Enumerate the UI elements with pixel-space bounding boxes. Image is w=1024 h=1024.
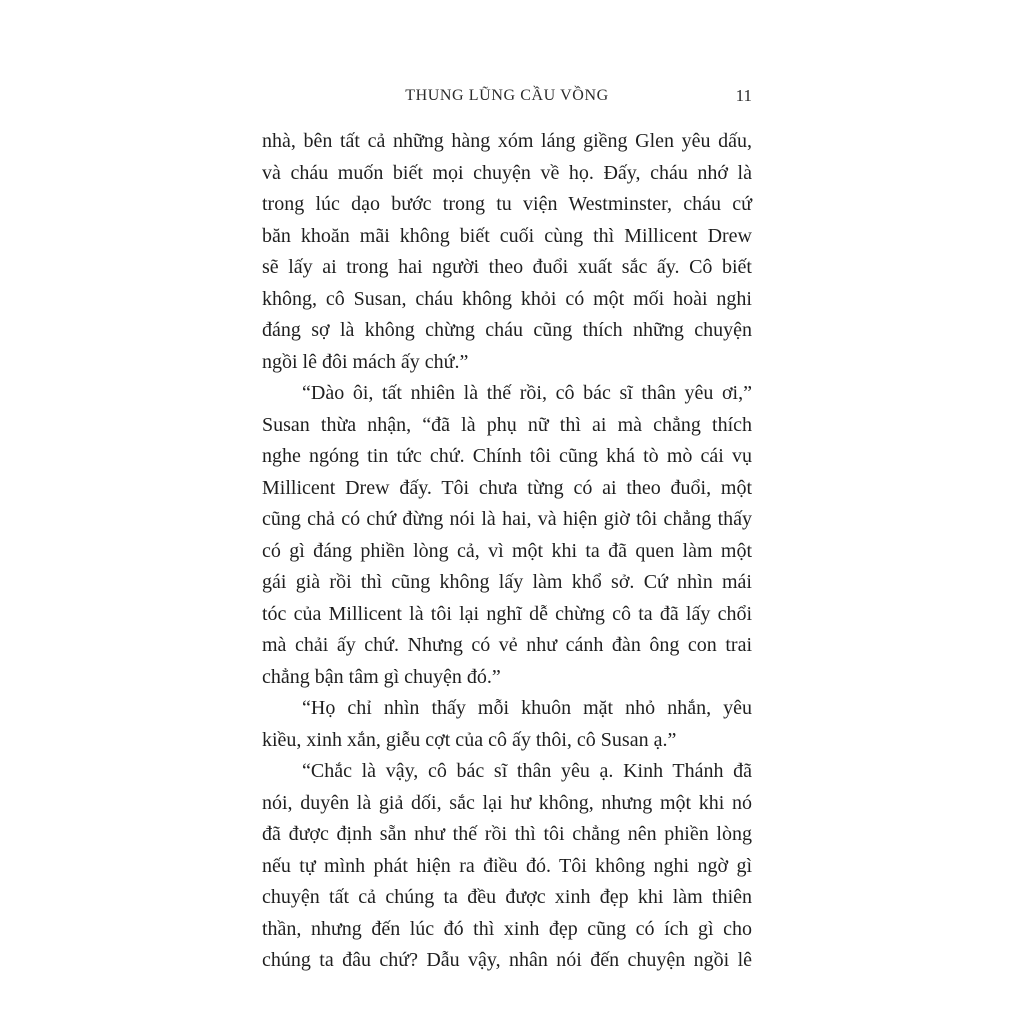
text-line: “Chắc là vậy, cô bác sĩ thân yêu ạ. Kinh Thánh đã xyxy=(302,760,752,782)
text-line: không, cô Susan, cháu không khỏi có một mối hoài nghi xyxy=(262,287,752,310)
text-line: trong lúc dạo bước trong tu viện Westminster, cháu cứ xyxy=(262,193,752,215)
text-line: mà chải ấy chứ. Nhưng có vẻ như cánh đàn ông con trai xyxy=(262,634,752,656)
text-line: ngồi lê đôi mách ấy chứ.” xyxy=(262,350,469,373)
text-line: kiều, xinh xắn, giễu cợt của cô ấy thôi, cô Susan ạ.” xyxy=(262,728,677,751)
text-line: “Dào ôi, tất nhiên là thế rồi, cô bác sĩ thân yêu ơi,” xyxy=(302,382,752,404)
text-line: chuyện tất cả chúng ta đều được xinh đẹp khi làm thiên xyxy=(262,886,752,908)
running-title: THUNG LŨNG CẦU VỒNG xyxy=(405,87,609,104)
text-line: sẽ lấy ai trong hai người theo đuổi xuất sắc ấy. Cô biết xyxy=(262,256,752,278)
text-line: nhà, bên tất cả những hàng xóm láng giềng Glen yêu dấu, xyxy=(262,130,752,152)
text-line: đáng sợ là không chừng cháu cũng thích những chuyện xyxy=(262,319,752,341)
text-line: đã được định sẵn như thế rồi thì tôi chẳng nên phiền lòng xyxy=(262,823,752,845)
text-line: chúng ta đâu chứ? Dẫu vậy, nhân nói đến chuyện ngồi lê xyxy=(262,949,752,971)
text-line: Susan thừa nhận, “đã là phụ nữ thì ai mà chẳng thích xyxy=(262,413,752,436)
text-line: có gì đáng phiền lòng cả, vì một khi ta đã quen làm một xyxy=(262,539,752,562)
body-text xyxy=(262,126,752,977)
text-line: cũng chả có chứ đừng nói là hai, và hiện giờ tôi chẳng thấy xyxy=(262,508,752,530)
text-line: và cháu muốn biết mọi chuyện về họ. Đấy, cháu nhớ là xyxy=(262,161,752,184)
text-line: nếu tự mình phát hiện ra điều đó. Tôi không nghi ngờ gì xyxy=(262,854,752,877)
text-line: Millicent Drew đấy. Tôi chưa từng có ai theo đuổi, một xyxy=(262,476,752,499)
text-line: tóc của Millicent là tôi lại nghĩ dễ chừng cô ta đã lấy chổi xyxy=(262,602,752,625)
text-line: nói, duyên là giả dối, sắc lại hư không, nhưng một khi nó xyxy=(262,791,752,814)
text-line: nghe ngóng tin tức chứ. Chính tôi cũng khá tò mò cái vụ xyxy=(262,445,752,467)
text-line: thần, nhưng đến lúc đó thì xinh đẹp cũng có ích gì cho xyxy=(262,917,752,940)
text-line: băn khoăn mãi không biết cuối cùng thì Millicent Drew xyxy=(262,224,752,247)
text-line: chẳng bận tâm gì chuyện đó.” xyxy=(262,665,501,688)
text-line: “Họ chỉ nhìn thấy mỗi khuôn mặt nhỏ nhắn, yêu xyxy=(302,697,752,719)
page-number: 11 xyxy=(735,86,752,105)
running-header xyxy=(262,84,752,108)
text-line: gái già rồi thì cũng không lấy làm khổ sở. Cứ nhìn mái xyxy=(262,571,752,593)
